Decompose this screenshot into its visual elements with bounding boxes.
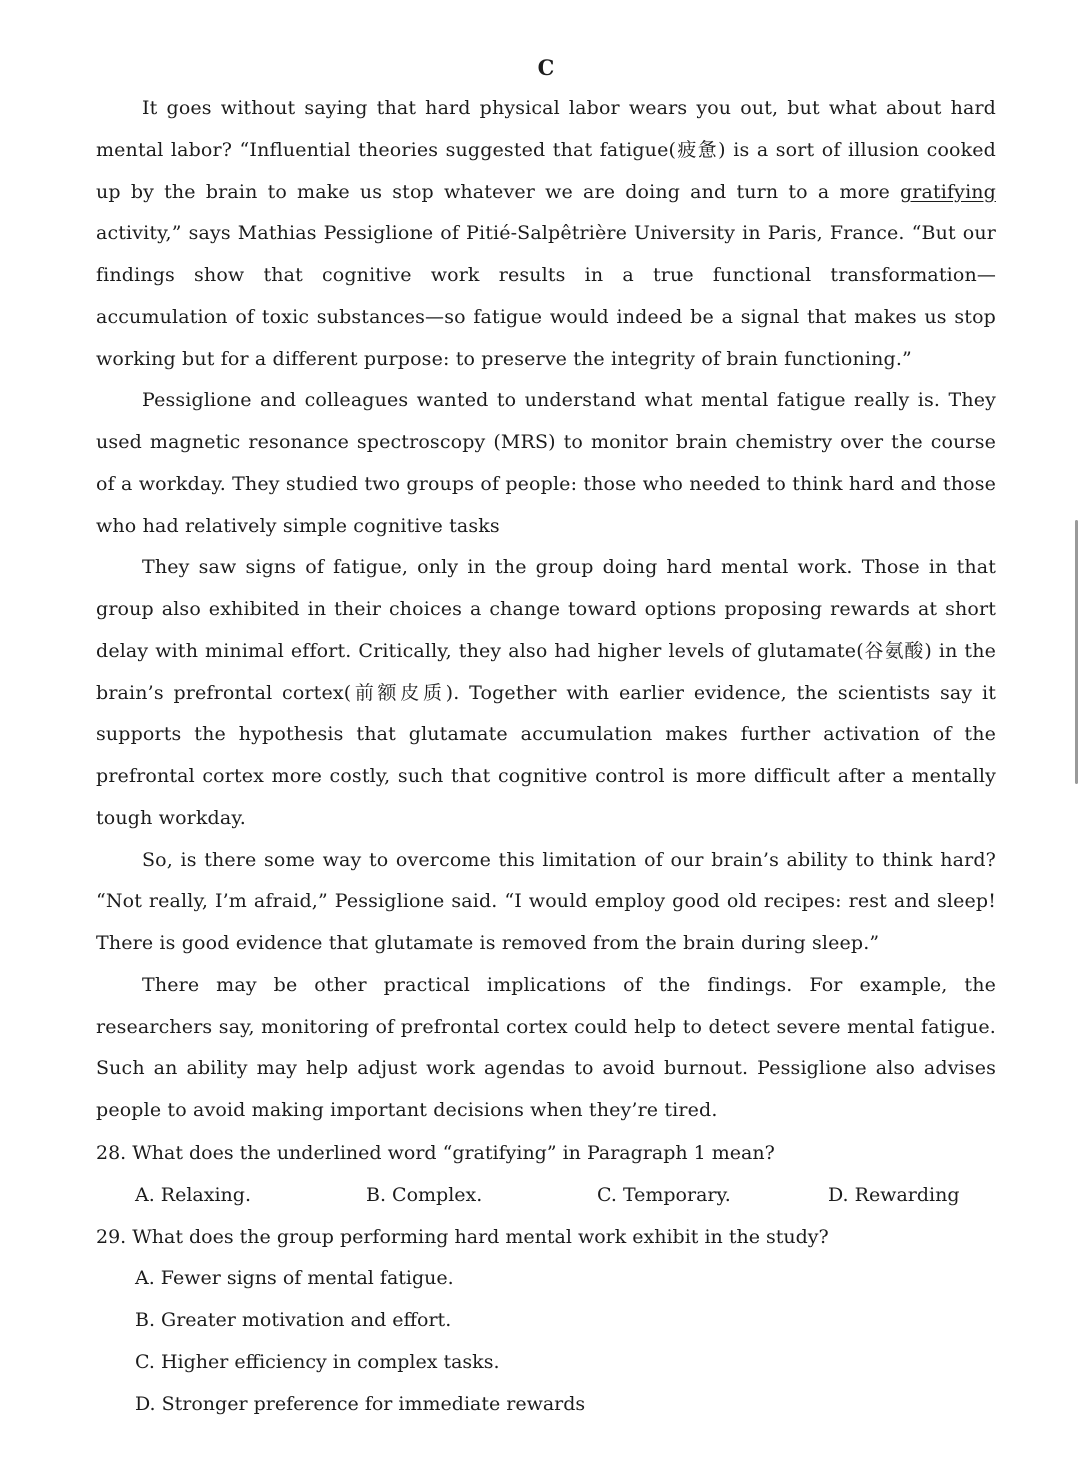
option-c: C. Higher efficiency in complex tasks. <box>135 1350 500 1373</box>
paragraph-4: So, is there some way to overcome this limitation of our brain’s ability to think hard? “Not really, I’m afraid,” Pessiglione said. “I would employ good old recipes: rest and sleep! There is good evidence that glutamate is removed from the brain during sleep.” <box>96 848 996 954</box>
paragraph-1 <box>96 88 996 380</box>
option-a: A. Fewer signs of mental fatigue. <box>135 1267 454 1290</box>
paragraph-2: Pessiglione and colleagues wanted to understand what mental fatigue really is. They used magnetic resonance spectroscopy (MRS) to monitor brain chemistry over the course of a workday. They studied two groups of people: those who needed to think hard and those who had relatively simple cognitive tasks <box>96 389 996 537</box>
option-d: D. Stronger preference for immediate rewards <box>135 1392 586 1415</box>
exam-page <box>96 0 996 1466</box>
question-29 <box>96 1217 996 1426</box>
option-b: B. Greater motivation and effort. <box>135 1309 452 1331</box>
paragraph-3: They saw signs of fatigue, only in the group doing hard mental work. Those in that group also exhibited in their choices a change toward options proposing rewards at short delay with minimal effort. Critically, they also had higher levels of glutamate(谷氨酸) in the brain’s prefrontal cortex(前额皮质). Together with earlier evidence, the scientists say it supports the hypothesis that glutamate accumulation makes further activation of the prefrontal cortex more costly, such that cognitive control is more difficult after a mentally tough workday. <box>96 556 996 829</box>
paragraph-1-text-end: activity,” says Mathias Pessiglione of Pitié-Salpêtrière University in Paris, France. “But our findings show that cognitive work results in a true functional transformation—accumulation of toxic substances—so fatigue would indeed be a signal that makes us stop working but for a different purpose: to preserve the integrity of brain functioning.” <box>96 222 996 370</box>
section-heading: C <box>537 55 555 80</box>
questions-section <box>96 1133 996 1425</box>
option-a: A. Relaxing. <box>135 1183 251 1206</box>
question-28 <box>96 1133 996 1217</box>
reading-passage <box>96 88 996 1132</box>
underlined-word: gratifying <box>899 180 996 203</box>
question-stem: 29. What does the group performing hard mental work exhibit in the study? <box>96 1225 829 1248</box>
option-c: C. Temporary. <box>597 1183 731 1206</box>
options-list <box>96 1175 996 1217</box>
option-d: D. Rewarding <box>828 1183 960 1206</box>
paragraph-1-text-start: It goes without saying that hard physical labor wears you out, but what about hard mental labor? “Influential theories suggested that fatigue(疲惫) is a sort of illusion cooked up by the brain to make us stop whatever we are doing and turn to a more <box>96 97 996 203</box>
paragraph-5: There may be other practical implications of the findings. For example, the researchers say, monitoring of prefrontal cortex could help to detect severe mental fatigue. Such an ability may help adjust work agendas to avoid burnout. Pessiglione also advises people to avoid making important decisions when they’re tired. <box>96 973 996 1121</box>
question-stem: 28. What does the underlined word “gratifying” in Paragraph 1 mean? <box>96 1142 775 1164</box>
scrollbar[interactable] <box>1075 520 1078 784</box>
option-b: B. Complex. <box>366 1183 483 1206</box>
